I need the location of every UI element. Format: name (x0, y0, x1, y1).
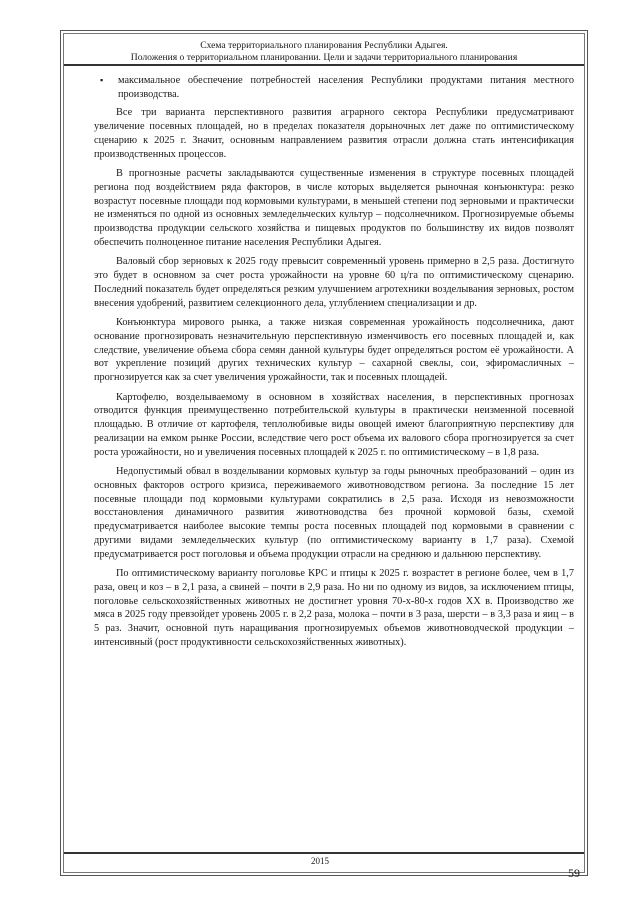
paragraph-6: Недопустимый обвал в возделывании кормовых культур за годы рыночных преобразований – один из основных факторов острого кризиса, переживаемого животноводством региона. За последние 15 лет посевные площади под кормовыми культурами сократились в 2,5 раза. Исходя из невозможности восстановления динамичного развития животноводства без прочной кормовой базы, схемой предусматривается наиболее высокие темпы роста посевных площадей под кормовыми в сравнении с другими видами земледельческих культур (по оптимистическому варианту в 1,7 раза). Схемой предусматривается рост поголовья и объема продукции отрасли на среднюю и дальнюю перспективу. (94, 466, 574, 560)
paragraph-7: По оптимистическому варианту поголовье КРС и птицы к 2025 г. возрастет в регионе более, чем в 1,7 раза, овец и коз – в 2,1 раза, а свиней – почти в 2,9 раза. Но ни по одному из видов, за исключением птицы, поголовье сельскохозяйственных животных не достигнет уровня 70-х-80-х годов XX в. Производство же мяса в 2025 году превзойдет уровень 2005 г. в 2,2 раза, молока – почти в 3 раза, шерсти – в 3,3 раза и яиц – в 5 раз. Значит, основной путь наращивания прогнозируемых объемов животноводческой продукции – интенсивный (рост продуктивности сельскохозяйственных животных). (94, 568, 574, 648)
paragraph-2: В прогнозные расчеты закладываются существенные изменения в структуре посевных площадей регионa под воздействием ряда факторов, в числе которых выделяется рыночная конъюнктура: резко возрастут посевные площади под кормовыми культурами, в меньшей степени под зерновыми и практически не изменяться по одной из основных земледельческих культур – подсолнечником. Прогнозируемые объемы производства продукции сельского хозяйства и пищевых продуктов по большинству их видов позволят обеспечить полноценное питание населения Республики Адыгея. (94, 168, 574, 248)
bullet-item (94, 74, 574, 101)
header-subtitle: Положения о территориальном планировании. Цели и задачи территориального планирования (130, 51, 518, 63)
header-title: Схема территориального планирования Республики Адыгея. (200, 40, 448, 51)
bullet-text: максимальное обеспечение потребностей населения Республики продуктами питания местного производства. (118, 75, 574, 100)
bullet-marker-icon: ▪ (100, 75, 104, 85)
header-divider (64, 64, 584, 66)
page-header (70, 40, 578, 63)
paragraph-4: Конъюнктура мирового рынка, а также низкая современная урожайность подсолнечника, дают основание прогнозировать незначительную перспективную изменчивость его посевных площадей и, как следствие, увеличение объема сбора семян данной культуры будет определяться ростом её урожайности. А вот укрепление позиций других технических культур – сахарной свеклы, сои, эфиромасличных – прогнозируется как за счет увеличения урожайности, так и посевных площадей. (94, 317, 574, 384)
document-body (94, 74, 574, 655)
paragraph-5: Картофелю, возделываемому в основном в хозяйствах населения, в перспективных прогнозах отводится функция преимущественно потребительской культуры в практически неизменной посевной площадью. В отличие от картофеля, теплолюбивые виды овощей имеют благоприятную перспективу для реализации на емком рынке России, вследствие чего рост объема их валового сбора прогнозируется за счет роста урожайности, но и увеличения посевных площадей к 2025 г. по оптимистическому – в 1,8 раза. (94, 391, 574, 458)
footer-divider (64, 852, 584, 854)
paragraph-3: Валовый сбор зерновых к 2025 году превысит современный уровень примерно в 2,5 раза. Достигнуто это будет в основном за счет роста урожайности на уровне 60 ц/га по оптимистическому сценарию. Последний показатель будет определяться резким улучшением агротехники возделывания зерновых, ростом внесения удобрений, развитием селекционного дела, углублением специализации и др. (94, 256, 574, 309)
paragraph-1: Все три варианта перспективного развития аграрного сектора Республики предусматривают увеличение посевных площадей, но в пределах показателя дорыночных лет даже по оптимистическому сценарию к 2025 г. Значит, основным направлением развития отрасли должна стать интенсификация производственных процессов. (94, 107, 574, 160)
page-number: 59 (568, 866, 580, 880)
footer-year: 2015 (311, 856, 329, 866)
